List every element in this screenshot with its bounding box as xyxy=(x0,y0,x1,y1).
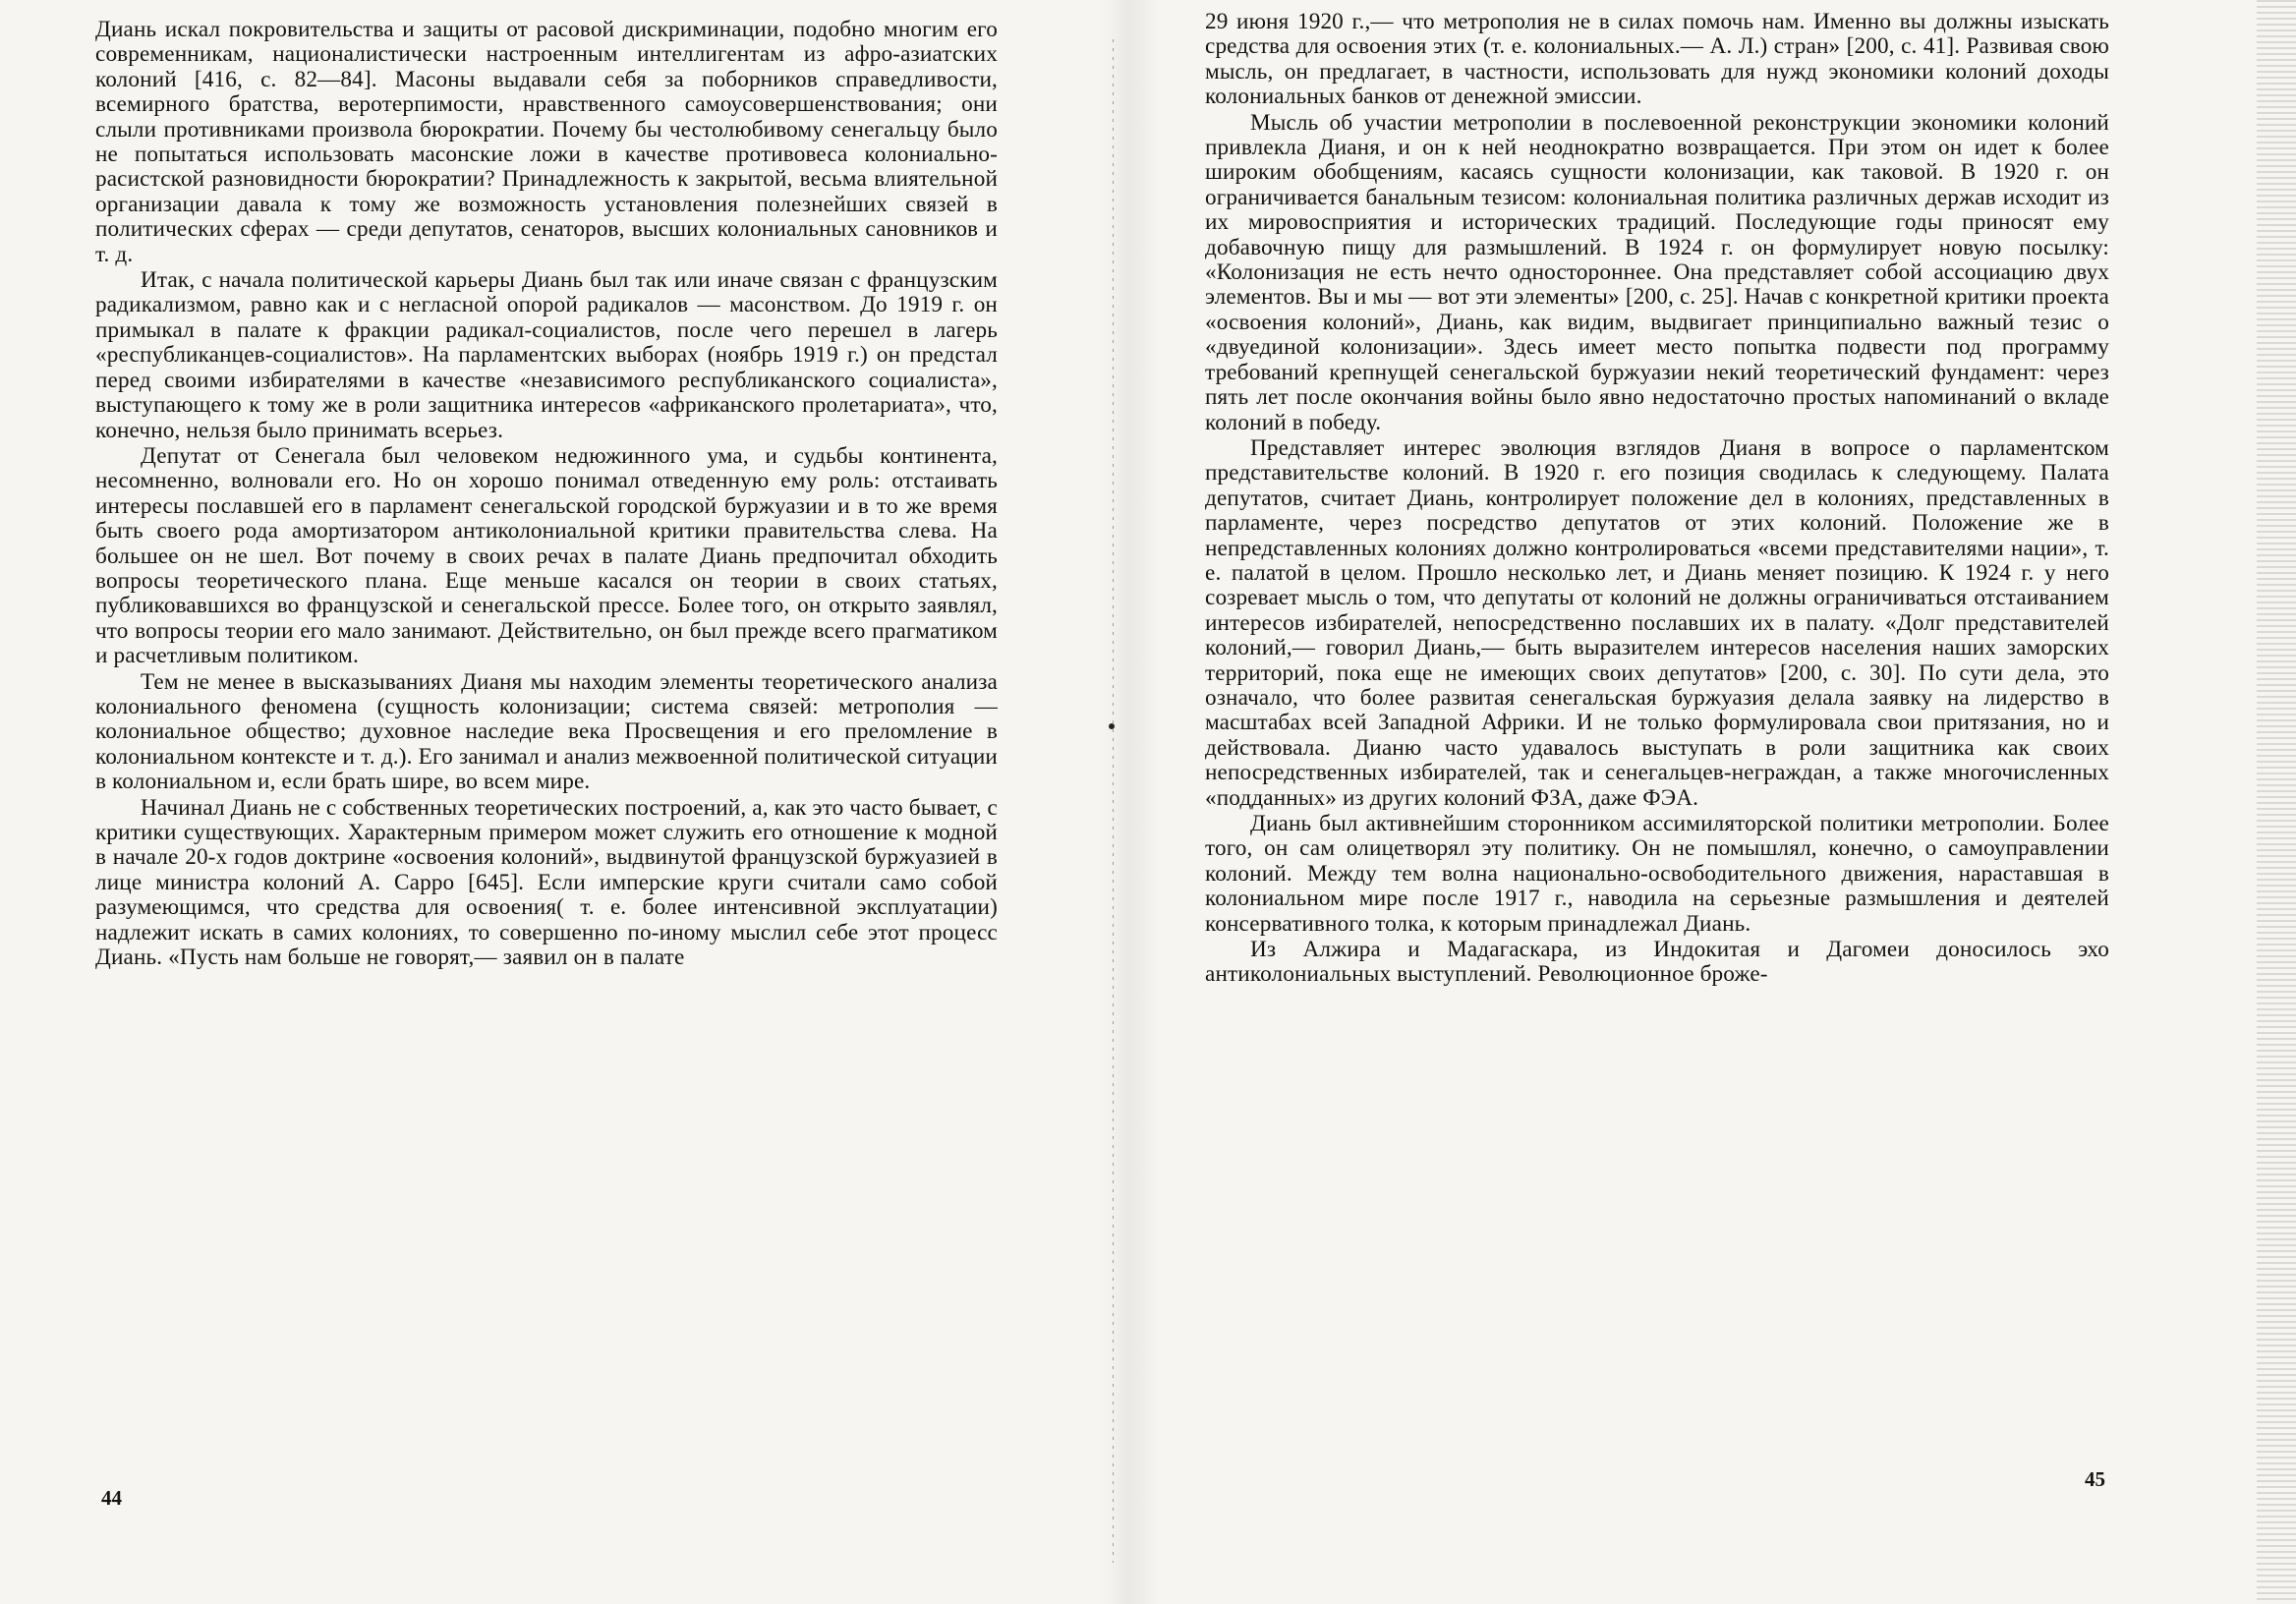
book-gutter xyxy=(1101,0,1160,1604)
page-number: 45 xyxy=(2085,1467,2105,1491)
page-number: 44 xyxy=(101,1486,122,1510)
scan-speck xyxy=(1109,723,1115,729)
paragraph: Тем не менее в высказываниях Дианя мы находим элементы теоретического анализа колониального феномена (сущность колонизации; система связей: метрополия — колониальное общество; духовное наследие века Просвещения и его преломление в колониальном контексте и т. д.). Его занимал и анализ межвоенной политической ситуации в колониальном и, если брать шире, во всем мире. xyxy=(95,668,998,795)
gutter-fold-line xyxy=(1113,39,1114,1563)
left-page-text xyxy=(95,18,998,970)
paragraph: Депутат от Сенегала был человеком недюжинного ума, и судьбы континента, несомненно, волновали его. Но он хорошо понимал отведенную ему роль: отстаивать интересы пославшей его в парламент сенегальской городской буржуазии и в то же время быть своего рода амортизатором антиколониальной критики правительства слева. На большее он не шел. Вот почему в своих речах в палате Диань предпочитал обходить вопросы теоретического плана. Еще меньше касался он теории в своих статьях, публиковавшихся во французской и сенегальской прессе. Более того, он открыто заявлял, что вопросы теории его мало занимают. Действительно, он был прежде всего прагматиком и расчетливым политиком. xyxy=(95,442,998,669)
page-edge xyxy=(2257,0,2296,1604)
paragraph: Из Алжира и Мадагаскара, из Индокитая и Дагомеи доносилось эхо антиколониальных выступлений. Революционное броже- xyxy=(1205,937,2109,988)
paragraph: Диань искал покровительства и защиты от расовой дискриминации, подобно многим его современникам, националистически настроенным интеллигентам из афро-азиатских колоний [416, с. 82—84]. Масоны выдавали себя за поборников справедливости, всемирного братства, веротерпимости, нравственного самоусовершенствования; они слыли противниками произвола бюрократии. Почему бы честолюбивому сенегальцу было не попытаться использовать масонские ложи в качестве противовеса колониально-расистской разновидности бюрократии? Принадлежность к закрытой, весьма влиятельной организации давала к тому же возможность установления полезнейших связей в политических сферах — среди депутатов, сенаторов, высших колониальных сановников и т. д. xyxy=(95,17,998,267)
paragraph: Начинал Диань не с собственных теоретических построений, а, как это часто бывает, с критики существующих. Характерным примером может служить его отношение к модной в начале 20-х годов доктрине «освоения колоний», выдвинутой французской буржуазией в лице министра колоний А. Сарро [645]. Если имперские круги считали само собой разумеющимся, что средства для освоения( т. е. более интенсивной эксплуатации) надлежит искать в самих колониях, то совершенно по-иному мыслил себе этот процесс Диань. «Пусть нам больше не говорят,— заявил он в палате xyxy=(95,794,998,971)
paragraph: Мысль об участии метрополии в послевоенной реконструкции экономики колоний привлекла Дианя, и он к ней неоднократно возвращается. При этом он идет к более широким обобщениям, касаясь сущности колонизации, как таковой. В 1920 г. он ограничивается банальным тезисом: колониальная политика различных держав исходит из их мировосприятия и исторических традиций. Последующие годы приносят ему добавочную пищу для размышлений. В 1924 г. он формулирует новую посылку: «Колонизация не есть нечто одностороннее. Она представляет собой ассоциацию двух элементов. Вы и мы — вот эти элементы» [200, с. 25]. Начав с конкретной критики проекта «освоения колоний», Диань, как видим, выдвигает принципиально важный тезис о «двуединой колонизации». Здесь имеет место попытка подвести под программу требований крепнущей сенегальской буржуазии некий теоретический фундамент: через пять лет после окончания войны было явно недостаточно простых напоминаний о вкладе колоний в победу. xyxy=(1205,109,2109,435)
left-page xyxy=(0,0,1130,1604)
right-page xyxy=(1130,0,2296,1604)
paragraph: Представляет интерес эволюция взглядов Дианя в вопросе о парламентском представительстве колоний. В 1920 г. его позиция сводилась к следующему. Палата депутатов, считает Диань, контролирует положение дел в колониях, представленных в парламенте, через посредство депутатов от этих колоний. Положение же в непредставленных колониях должно контролироваться «всеми представителями нации», т. е. палатой в целом. Прошло несколько лет, и Диань меняет позицию. К 1924 г. у него созревает мысль о том, что депутаты от колоний не должны ограничиваться отстаиванием интересов избирателей, непосредственно пославших их в палату. «Долг представителей колоний,— говорил Диань,— быть выразителем интересов населения наших заморских территорий, пока еще не имеющих своих депутатов» [200, с. 30]. По сути дела, это означало, что более развитая сенегальская буржуазия делала заявку на лидерство в масштабах всей Западной Африки. И не только формулировала свои притязания, но и действовала. Дианю часто удавалось выступать в роли защитника как своих непосредственных избирателей, так и сенегальцев-неграждан, а также многочисленных «подданных» из других колоний ФЗА, даже ФЭА. xyxy=(1205,434,2109,811)
paragraph: 29 июня 1920 г.,— что метрополия не в силах помочь нам. Именно вы должны изыскать средства для освоения этих (т. е. колониальных.— А. Л.) стран» [200, с. 41]. Развивая свою мысль, он предлагает, в частности, использовать для нужд экономики колоний доходы колониальных банков от денежной эмиссии. xyxy=(1205,9,2109,110)
right-page-text xyxy=(1205,10,2109,988)
paragraph: Диань был активнейшим сторонником ассимиляторской политики метрополии. Более того, он сам олицетворял эту политику. Он не помышлял, конечно, о самоуправлении колоний. Между тем волна национально-освободительного движения, нараставшая в колониальном мире после 1917 г., наводила на серьезные размышления и деятелей консервативного толка, к которым принадлежал Диань. xyxy=(1205,811,2109,937)
paragraph: Итак, с начала политической карьеры Диань был так или иначе связан с французским радикализмом, равно как и с негласной опорой радикалов — масонством. До 1919 г. он примыкал в палате к фракции радикал-социалистов, после чего перешел в лагерь «республиканцев-социалистов». На парламентских выборах (ноябрь 1919 г.) он предстал перед своими избирателями в качестве «независимого республиканского социалиста», выступающего к тому же в роли защитника интересов «африканского пролетариата», что, конечно, нельзя было принимать всерьез. xyxy=(95,267,998,443)
